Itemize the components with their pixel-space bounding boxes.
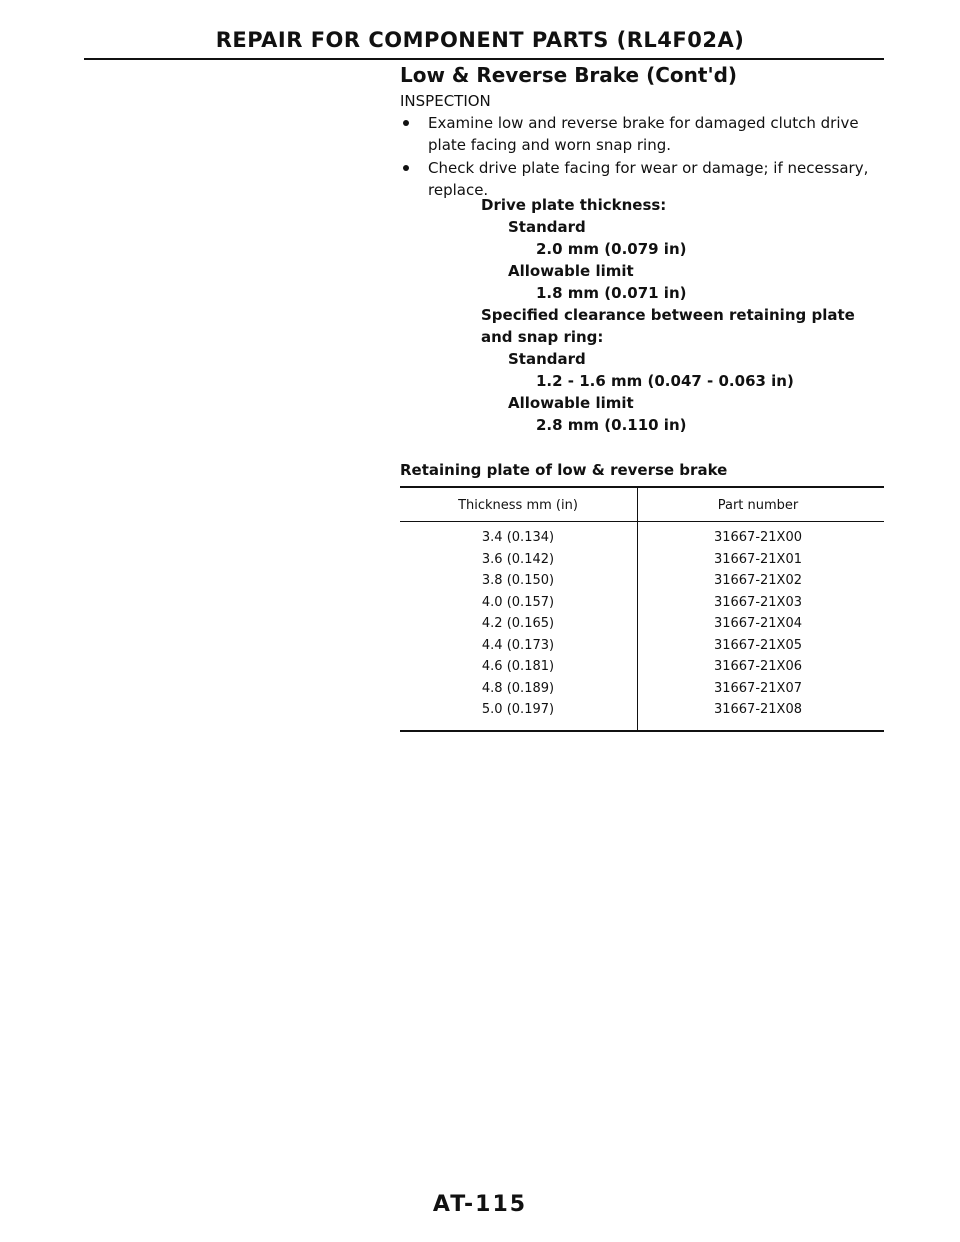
header-divider (84, 58, 884, 60)
thickness-cell: 4.8 (0.189) (481, 681, 555, 696)
table-header-part-number: Part number (717, 498, 799, 513)
thickness-cell: 4.4 (0.173) (481, 638, 555, 653)
part-number-cell: 31667-21X00 (713, 530, 803, 545)
drive-plate-standard-label: Standard (508, 218, 586, 236)
part-number-cell: 31667-21X06 (713, 659, 803, 674)
inspection-bullet-list (400, 112, 884, 202)
part-number-cell: 31667-21X07 (713, 681, 803, 696)
bullet-item (400, 112, 884, 156)
drive-plate-standard-value: 2.0 mm (0.079 in) (536, 240, 687, 258)
thickness-cell: 3.8 (0.150) (481, 573, 555, 588)
part-number-cell: 31667-21X08 (713, 702, 803, 717)
drive-plate-thickness-label: Drive plate thickness: (481, 196, 667, 214)
table-header-rule (400, 521, 884, 522)
part-number-cell: 31667-21X04 (713, 616, 803, 631)
part-number-cell: 31667-21X02 (713, 573, 803, 588)
thickness-cell: 4.2 (0.165) (481, 616, 555, 631)
bullet-dot-icon (403, 120, 409, 126)
clearance-allowable-label: Allowable limit (508, 394, 634, 412)
thickness-cell: 4.0 (0.157) (481, 595, 555, 610)
part-number-cell: 31667-21X05 (713, 638, 803, 653)
thickness-cell: 3.6 (0.142) (481, 552, 555, 567)
bullet-text: Examine low and reverse brake for damaged clutch drive plate facing and worn snap ring. (428, 114, 859, 154)
table-header-thickness: Thickness mm (in) (458, 498, 578, 513)
inspection-subheading: INSPECTION (400, 92, 491, 110)
thickness-cell: 5.0 (0.197) (481, 702, 555, 717)
clearance-label-line1: Specified clearance between retaining plate (481, 306, 855, 324)
table-top-rule (400, 486, 884, 488)
thickness-cell: 3.4 (0.134) (481, 530, 555, 545)
clearance-standard-value: 1.2 - 1.6 mm (0.047 - 0.063 in) (536, 372, 794, 390)
drive-plate-allowable-label: Allowable limit (508, 262, 634, 280)
clearance-allowable-value: 2.8 mm (0.110 in) (536, 416, 687, 434)
bullet-dot-icon (403, 165, 409, 171)
clearance-standard-label: Standard (508, 350, 586, 368)
table-column-divider (637, 487, 638, 731)
bullet-text: Check drive plate facing for wear or damage; if necessary, replace. (428, 159, 869, 199)
page-header-title: REPAIR FOR COMPONENT PARTS (RL4F02A) (215, 28, 745, 52)
part-number-cell: 31667-21X03 (713, 595, 803, 610)
table-bottom-rule (400, 730, 884, 732)
part-number-cell: 31667-21X01 (713, 552, 803, 567)
page-number: AT-115 (432, 1192, 528, 1217)
section-title: Low & Reverse Brake (Cont'd) (400, 63, 738, 87)
bullet-item (400, 157, 884, 201)
drive-plate-allowable-value: 1.8 mm (0.071 in) (536, 284, 687, 302)
table-title: Retaining plate of low & reverse brake (400, 461, 728, 479)
thickness-cell: 4.6 (0.181) (481, 659, 555, 674)
clearance-label-line2: and snap ring: (481, 328, 604, 346)
